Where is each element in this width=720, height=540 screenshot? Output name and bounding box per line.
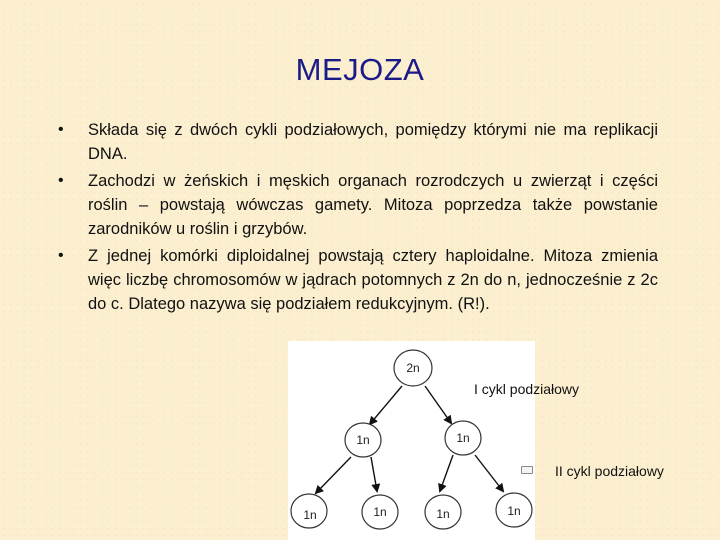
level2-cell-label: 1n bbox=[507, 504, 521, 518]
level2-cell bbox=[291, 494, 327, 528]
level1-cell-label: 1n bbox=[456, 431, 470, 445]
bullet-text: Składa się z dwóch cykli podziałowych, pomiędzy którymi nie ma replikacji DNA. bbox=[88, 121, 658, 163]
bullet-item bbox=[58, 169, 658, 241]
slide-title: MEJOZA bbox=[295, 52, 425, 87]
arrow-root-right bbox=[425, 386, 451, 423]
arrow-l1b-l2d bbox=[475, 455, 503, 491]
level2-cell bbox=[362, 495, 398, 529]
level2-cell-label: 1n bbox=[436, 507, 450, 521]
bullet-text: Zachodzi w żeńskich i męskich organach rozrodczych u zwierząt i części roślin – powstają wówczas gamety. Mitoza poprzedza także powstanie zarodników u roślin i grzybów. bbox=[88, 172, 658, 238]
level1-cell-label: 1n bbox=[356, 433, 370, 447]
level2-cell bbox=[425, 495, 461, 529]
arrow-l1a-l2b bbox=[371, 457, 377, 491]
bullet-item bbox=[58, 118, 658, 166]
bullet-item bbox=[58, 244, 658, 316]
cycle2-label: II cykl podziałowy bbox=[555, 463, 664, 479]
bullet-icon: • bbox=[58, 121, 64, 138]
level2-cell-label: 1n bbox=[303, 508, 317, 522]
arrow-root-left bbox=[370, 386, 402, 424]
bullet-icon: • bbox=[58, 247, 64, 264]
bullet-list bbox=[58, 118, 658, 319]
bullet-text: Z jednej komórki diploidalnej powstają cztery haploidalne. Mitoza zmienia więc liczbę chromosomów w jądrach potomnych z 2n do n, jednocześnie z 2c do c. Dlatego nazywa się podziałem redukcyjnym. (R!). bbox=[88, 247, 658, 313]
cycle1-label: I cykl podziałowy bbox=[474, 381, 580, 397]
level1-cell bbox=[445, 421, 481, 455]
bullet-icon: • bbox=[58, 172, 64, 189]
meiosis-diagram bbox=[288, 341, 535, 540]
root-cell-label: 2n bbox=[406, 361, 420, 375]
arrow-l1b-l2c bbox=[440, 455, 453, 491]
level1-cell bbox=[345, 423, 381, 457]
level2-cell bbox=[496, 493, 532, 527]
meiosis-tree-svg bbox=[288, 341, 535, 540]
level2-cell-label: 1n bbox=[373, 505, 387, 519]
root-cell bbox=[394, 350, 432, 386]
small-box-icon bbox=[521, 466, 533, 474]
arrow-l1a-l2a bbox=[316, 457, 351, 493]
